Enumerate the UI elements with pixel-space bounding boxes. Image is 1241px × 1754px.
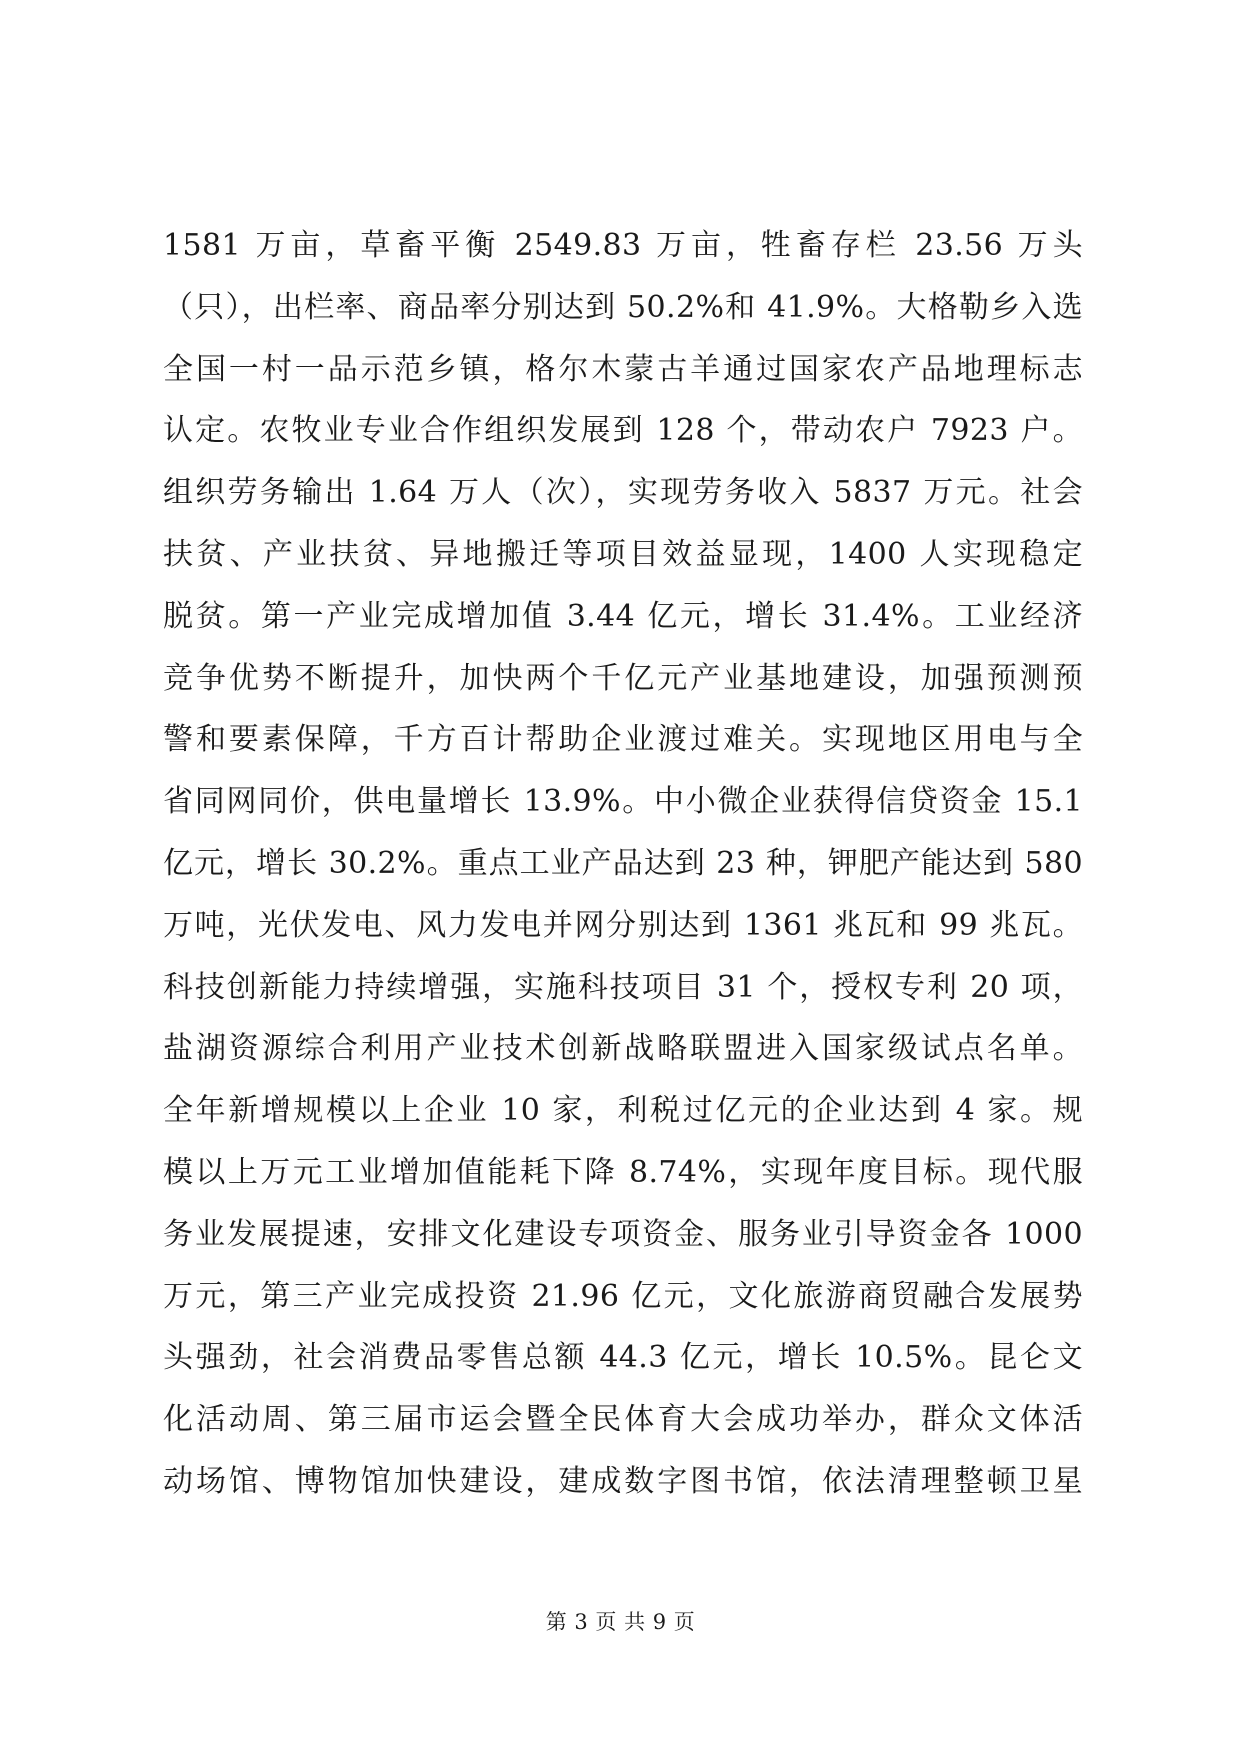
text-line: 万吨，光伏发电、风力发电并网分别达到 1361 兆瓦和 99 兆瓦。 (163, 907, 1083, 943)
text-line: 组织劳务输出 1.64 万人（次），实现劳务收入 5837 万元。社会 (163, 475, 1083, 511)
text-line: 化活动周、第三届市运会暨全民体育大会成功举办，群众文体活 (163, 1402, 1083, 1438)
text-line: 警和要素保障，千方百计帮助企业渡过难关。实现地区用电与全 (163, 722, 1083, 758)
text-line: 扶贫、产业扶贫、异地搬迁等项目效益显现，1400 人实现稳定 (163, 536, 1083, 572)
text-line: 务业发展提速，安排文化建设专项资金、服务业引导资金各 1000 (163, 1216, 1083, 1252)
text-line: （只），出栏率、商品率分别达到 50.2%和 41.9%。大格勒乡入选 (163, 289, 1083, 325)
text-line: 盐湖资源综合利用产业技术创新战略联盟进入国家级试点名单。 (163, 1031, 1083, 1067)
text-line: 省同网同价，供电量增长 13.9%。中小微企业获得信贷资金 15.1 (163, 784, 1083, 820)
text-line: 模以上万元工业增加值能耗下降 8.74%，实现年度目标。现代服 (163, 1154, 1083, 1190)
text-line: 1581 万亩，草畜平衡 2549.83 万亩，牲畜存栏 23.56 万头 (163, 228, 1083, 263)
text-line: 万元，第三产业完成投资 21.96 亿元，文化旅游商贸融合发展势 (163, 1278, 1083, 1314)
text-line: 动场馆、博物馆加快建设，建成数字图书馆，依法清理整顿卫星 (163, 1463, 1083, 1499)
text-line: 竞争优势不断提升，加快两个千亿元产业基地建设，加强预测预 (163, 660, 1083, 696)
text-line: 科技创新能力持续增强，实施科技项目 31 个，授权专利 20 项， (163, 969, 1083, 1005)
text-line: 头强劲，社会消费品零售总额 44.3 亿元，增长 10.5%。昆仑文 (163, 1340, 1083, 1376)
text-line: 全年新增规模以上企业 10 家，利税过亿元的企业达到 4 家。规 (163, 1093, 1083, 1129)
text-line: 全国一村一品示范乡镇，格尔木蒙古羊通过国家农产品地理标志 (163, 351, 1083, 387)
body-text (163, 226, 1083, 1524)
text-line: 脱贫。第一产业完成增加值 3.44 亿元，增长 31.4%。工业经济 (163, 598, 1083, 634)
page-footer (0, 1608, 1241, 1636)
page-number-label: 第 3 页 共 9 页 (545, 1610, 696, 1634)
text-line: 亿元，增长 30.2%。重点工业产品达到 23 种，钾肥产能达到 580 (163, 845, 1083, 881)
text-line: 认定。农牧业专业合作组织发展到 128 个，带动农户 7923 户。 (163, 413, 1083, 449)
